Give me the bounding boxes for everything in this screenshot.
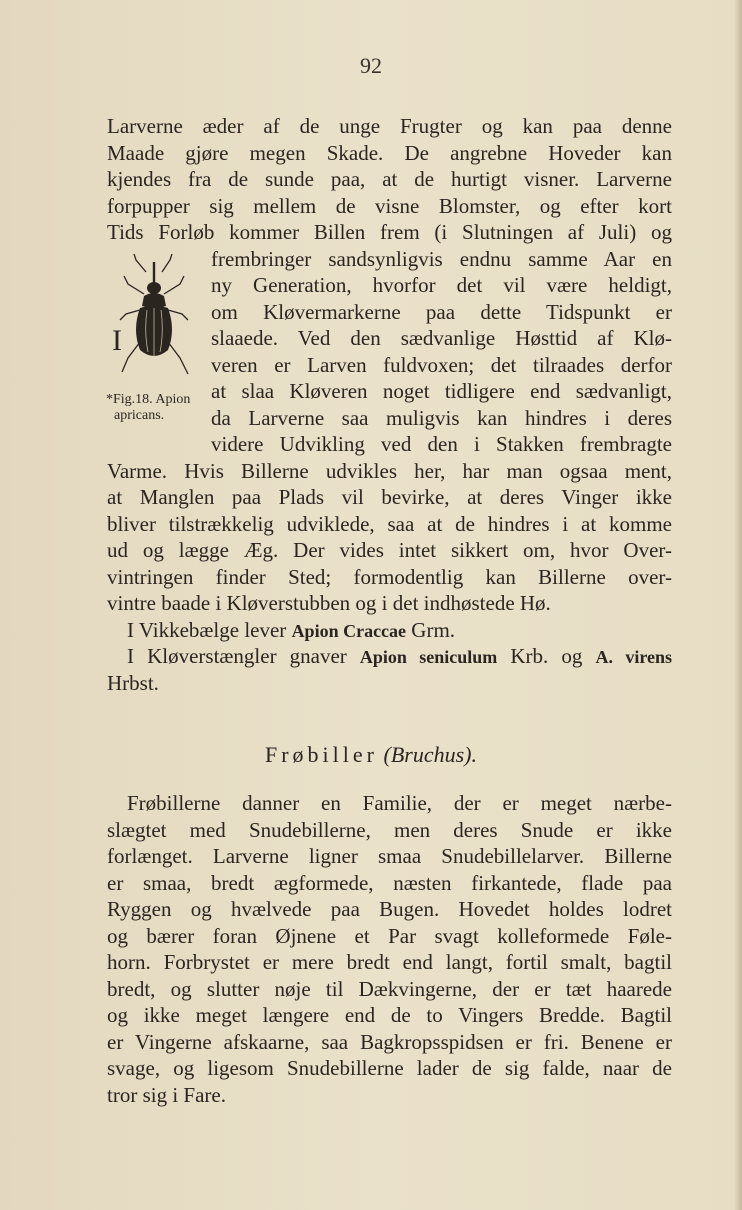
text-line: Ryggen og hvælvede paa Bugen. Hovedet holdes lodret bbox=[107, 897, 672, 921]
klover-prefix: I Kløverstængler gnaver bbox=[127, 644, 347, 668]
text-line: kjendes fra de sunde paa, at de hurtigt visner. Larverne bbox=[107, 167, 672, 191]
heading-latin: (Bruchus). bbox=[383, 742, 477, 767]
text-line: vintre baade i Kløverstubben og i det indhøstede Hø. bbox=[107, 591, 551, 615]
klover-line bbox=[107, 643, 672, 669]
text-line: ud og lægge Æg. Der vides intet sikkert om, hvor Over- bbox=[107, 538, 672, 562]
text-line: veren er Larven fuldvoxen; det tilraades derfor bbox=[211, 353, 672, 377]
figure-caption-line2: apricans. bbox=[114, 408, 165, 423]
latin-name: A. virens bbox=[595, 647, 672, 667]
figure-caption bbox=[106, 392, 210, 424]
text-line: horn. Forbrystet er mere bredt end langt, fortil smalt, bagtil bbox=[107, 950, 672, 974]
text-line: Frøbillerne danner en Familie, der er meget nærbe- bbox=[127, 791, 672, 815]
latin-name: Apion seniculum bbox=[359, 647, 498, 667]
text-line: om Kløvermarkerne paa dette Tidspunkt er bbox=[211, 300, 672, 324]
text-line: slaaede. Ved den sædvanlige Høsttid af Klø- bbox=[211, 326, 672, 350]
text-line: svage, og ligesom Snudebillerne lader de sig falde, naar de bbox=[107, 1056, 672, 1080]
text-line: tror sig i Fare. bbox=[107, 1083, 226, 1107]
text-line: forlænget. Larverne ligner smaa Snudebillelarver. Billerne bbox=[107, 844, 672, 868]
text-line: Hrbst. bbox=[107, 671, 159, 695]
text-line: er Vingerne afskaarne, saa Bagkropsspidsen er fri. Benene er bbox=[107, 1030, 672, 1054]
latin-name: Apion Craccae bbox=[291, 621, 407, 641]
text-line: bliver tilstrækkelig udviklede, saa at de hindres i at komme bbox=[107, 512, 672, 536]
page-number: 92 bbox=[360, 53, 382, 78]
text-line: bredt, og slutter nøje til Dækvingerne, der er tæt haarede bbox=[107, 977, 672, 1001]
text-line: videre Udvikling ved den i Stakken frembragte bbox=[211, 432, 672, 456]
text-line: forpupper sig mellem de visne Blomster, og efter kort bbox=[107, 194, 672, 218]
weevil-illustration bbox=[112, 250, 200, 390]
text-line: Varme. Hvis Billerne udvikles her, har man ogsaa ment, bbox=[107, 459, 672, 483]
text-line: frembringer sandsynligvis endnu samme Aar en bbox=[211, 247, 672, 271]
vikke-prefix: I Vikkebælge lever bbox=[127, 618, 287, 642]
heading-title: Frøbiller bbox=[265, 742, 378, 767]
vikke-line bbox=[107, 617, 672, 643]
text-line: Larverne æder af de unge Frugter og kan paa denne bbox=[107, 114, 672, 138]
text-line: da Larverne saa muligvis kan hindres i deres bbox=[211, 406, 672, 430]
figure-caption-line1: *Fig.18. Apion bbox=[106, 392, 191, 407]
text-line: og bærer foran Øjnene et Par svagt kolleformede Føle- bbox=[107, 924, 672, 948]
text-line: at Manglen paa Plads vil bevirke, at deres Vinger ikke bbox=[107, 485, 672, 509]
figure-label: I bbox=[112, 324, 122, 357]
page-edge-shadow bbox=[734, 0, 742, 1210]
text-line: Maade gjøre megen Skade. De angrebne Hoveder kan bbox=[107, 141, 672, 165]
text-line: vintringen finder Sted; formodentlig kan Billerne over- bbox=[107, 565, 672, 589]
vikke-suffix: Grm. bbox=[411, 618, 456, 642]
text-line: er smaa, bredt ægformede, næsten firkantede, flade paa bbox=[107, 871, 672, 895]
text-line: og ikke meget længere end de to Vingers Bredde. Bagtil bbox=[107, 1003, 672, 1027]
section-heading bbox=[0, 742, 742, 768]
text-line: slægtet med Snudebillerne, men deres Snude er ikke bbox=[107, 818, 672, 842]
text-line: Tids Forløb kommer Billen frem (i Slutningen af Juli) og bbox=[107, 220, 672, 244]
klover-middle: Krb. og bbox=[510, 644, 583, 668]
text-line: ny Generation, hvorfor det vil være heldigt, bbox=[211, 273, 672, 297]
text-line: at slaa Kløveren noget tidligere end sædvanligt, bbox=[211, 379, 672, 403]
